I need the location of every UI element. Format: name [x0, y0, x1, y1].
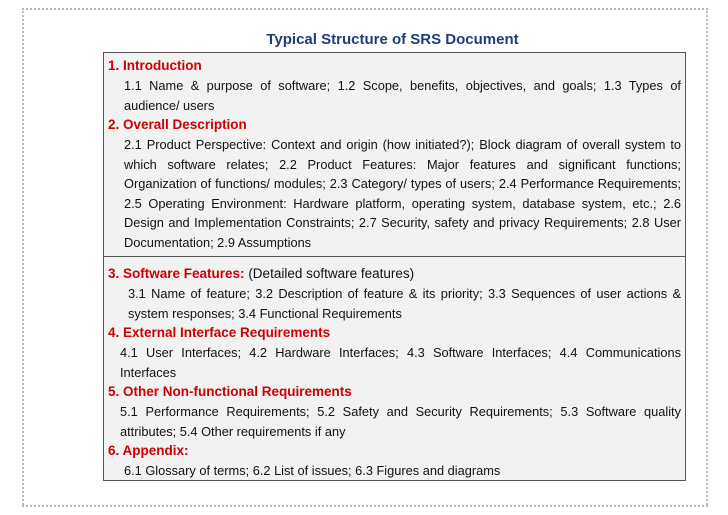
section-heading-software-features-note: (Detailed software features)	[248, 266, 415, 281]
dotted-frame-left	[22, 8, 24, 505]
section-body-external-interface: 4.1 User Interfaces; 4.2 Hardware Interfaces; 4.3 Software Interfaces; 4.4 Communications Interfaces	[120, 345, 681, 380]
dotted-frame-right	[706, 8, 708, 505]
section-heading-software-features	[108, 264, 681, 283]
section-body-software-features: 3.1 Name of feature; 3.2 Description of feature & its priority; 3.3 Sequences of user actions & system responses; 3.4 Functional Requirements	[128, 286, 681, 321]
section-heading-overall-description: 2. Overall Description	[108, 117, 247, 132]
page-title: Typical Structure of SRS Document	[266, 31, 519, 48]
srs-structure-table	[103, 52, 686, 481]
section-heading-external-interface: 4. External Interface Requirements	[108, 325, 331, 340]
section-heading-software-features-title: 3. Software Features:	[108, 266, 245, 281]
dotted-frame-top	[22, 8, 708, 10]
section-heading-appendix: 6. Appendix:	[108, 443, 189, 458]
section-body-non-functional: 5.1 Performance Requirements; 5.2 Safety and Security Requirements; 5.3 Software quality attributes; 5.4 Other requirements if any	[120, 404, 681, 439]
table-block-upper	[104, 53, 685, 257]
section-body-introduction: 1.1 Name & purpose of software; 1.2 Scope, benefits, objectives, and goals; 1.3 Types of audience/ users	[124, 78, 681, 113]
section-body-appendix: 6.1 Glossary of terms; 6.2 List of issues; 6.3 Figures and diagrams	[124, 463, 501, 478]
dotted-frame-bottom	[22, 505, 708, 507]
section-body-overall-description: 2.1 Product Perspective: Context and origin (how initiated?); Block diagram of overall system to which software relates; 2.2 Product Features: Major features and significant functions; Organization of functions/ modules; 2.3 Category/ types of users; 2.4 Performance Requirements; 2.5 Operating Environment: Hardware platform, operating system, database system, etc.; 2.6 Design and Implementation Constraints; 2.7 Security, safety and privacy Requirements; 2.8 User Documentation; 2.9 Assumptions	[124, 137, 681, 250]
table-block-lower	[104, 257, 685, 480]
section-heading-non-functional: 5. Other Non-functional Requirements	[108, 384, 352, 399]
section-heading-introduction: 1. Introduction	[108, 58, 202, 73]
